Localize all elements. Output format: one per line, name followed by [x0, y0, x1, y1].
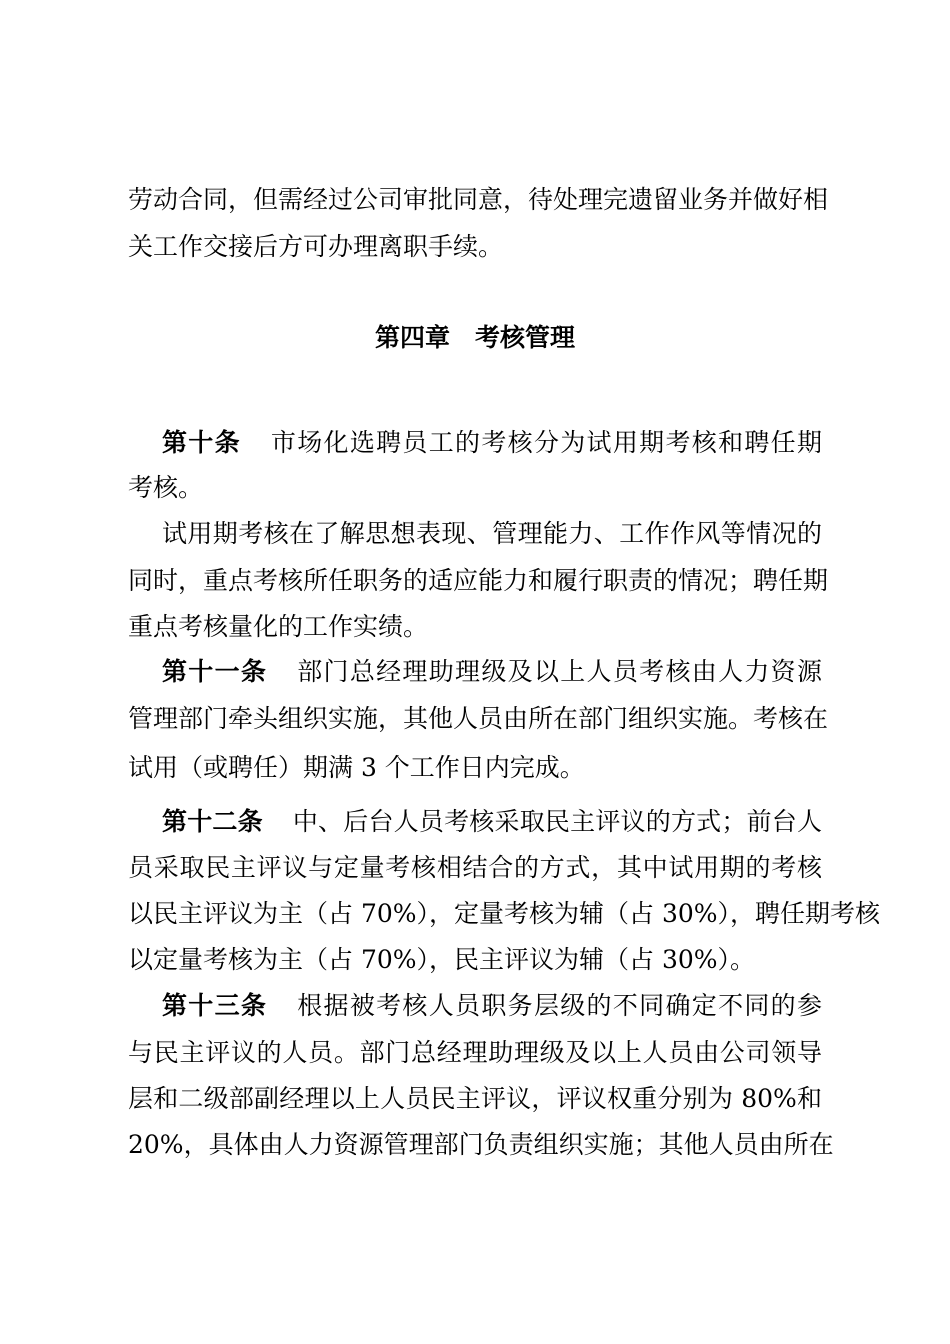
article-text: 根据被考核人员职务层级的不同确定不同的参	[297, 991, 822, 1020]
article-label: 第十二条	[162, 807, 263, 836]
body-line: 20%，具体由人力资源管理部门负责组织实施；其他人员由所在	[128, 1130, 834, 1159]
article-label: 第十三条	[162, 991, 268, 1020]
body-line: 与民主评议的人员。部门总经理助理级及以上人员由公司领导	[128, 1038, 822, 1067]
body-line: 试用（或聘任）期满 3 个工作日内完成。	[128, 753, 585, 782]
body-line: 以民主评议为主（占 70%），定量考核为辅（占 30%），聘任期考核	[128, 899, 881, 928]
body-line: 层和二级部副经理以上人员民主评议，评议权重分别为 80%和	[128, 1084, 822, 1113]
body-line: 同时，重点考核所任职务的适应能力和履行职责的情况；聘任期	[128, 566, 829, 595]
body-line: 员采取民主评议与定量考核相结合的方式，其中试用期的考核	[128, 853, 822, 882]
article-first-line	[162, 990, 822, 1022]
chapter-heading: 第四章 考核管理	[374, 323, 575, 352]
body-line: 关工作交接后方可办理离职手续。	[128, 232, 504, 261]
article-first-line	[162, 656, 822, 688]
article-label: 第十一条	[162, 657, 268, 686]
body-line: 重点考核量化的工作实绩。	[128, 612, 429, 641]
article-text: 中、后台人员考核采取民主评议的方式；前台人	[292, 807, 822, 836]
article-first-line	[162, 427, 822, 459]
body-line: 考核。	[128, 473, 204, 502]
article-text: 市场化选聘员工的考核分为试用期考核和聘任期	[270, 428, 822, 457]
body-line: 管理部门牵头组织实施，其他人员由所在部门组织实施。考核在	[128, 704, 829, 733]
article-text: 部门总经理助理级及以上人员考核由人力资源	[297, 657, 822, 686]
paragraph-first-line: 试用期考核在了解思想表现、管理能力、工作作风等情况的	[162, 519, 822, 548]
body-line: 劳动合同，但需经过公司审批同意，待处理完遗留业务并做好相	[128, 185, 829, 214]
body-line: 以定量考核为主（占 70%），民主评议为辅（占 30%）。	[128, 945, 756, 974]
article-label: 第十条	[162, 428, 241, 457]
article-first-line	[162, 806, 822, 838]
